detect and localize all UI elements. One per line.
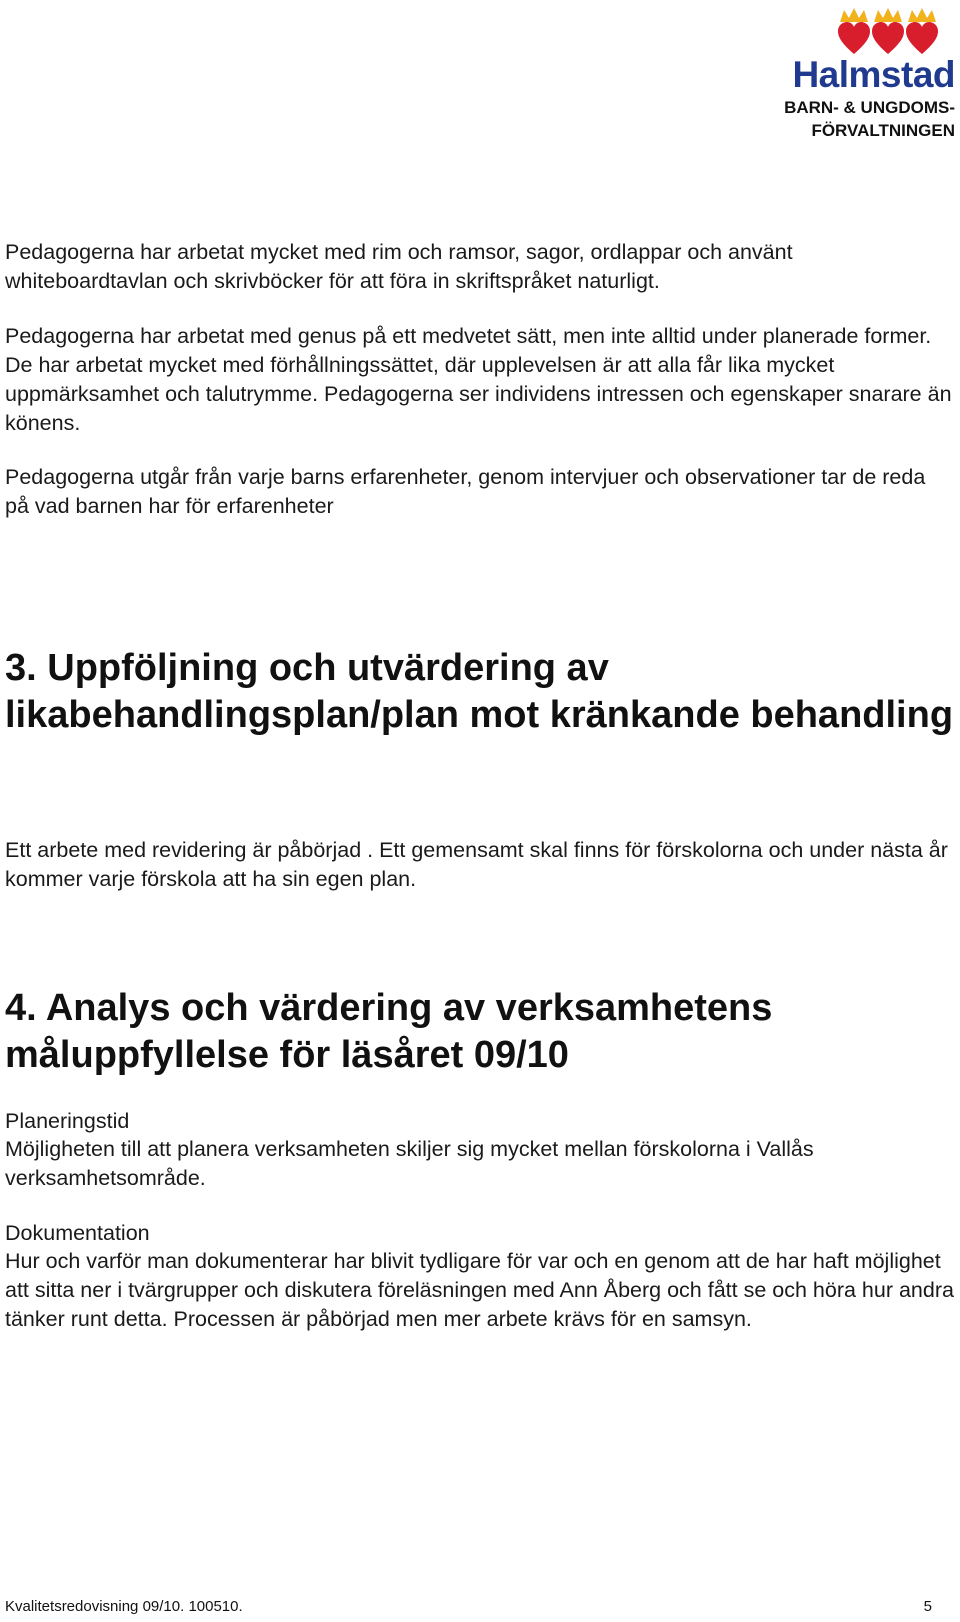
dokumentation-text: Hur och varför man dokumenterar har blivit tydligare för var och en genom att de har haft möjlighet att sitta ner i tvärgrupper och diskutera föreläsningen med Ann Åberg och fått se och höra hur andra tänker runt detta. Processen är påbörjad men mer arbete krävs för en samsyn. <box>5 1249 954 1331</box>
halmstad-logo <box>770 6 955 140</box>
crowns-hearts-icon <box>836 6 946 58</box>
page-number: 5 <box>923 1598 932 1615</box>
footer-text: Kvalitetsredovisning 09/10. 100510. <box>5 1598 243 1615</box>
paragraph-2: Pedagogerna har arbetat med genus på ett medvetet sätt, men inte alltid under planerade former. De har arbetat mycket med förhållningssättet, där upplevelsen är att alla får lika mycket uppmärksamhet och talutrymme. Pedagogerna ser individens intressen och egenskaper snarare än könens. <box>5 324 952 435</box>
paragraph-1: Pedagogerna har arbetat mycket med rim och ramsor, sagor, ordlappar och använt whiteboardtavlan och skrivböcker för att föra in skriftspråket naturligt. <box>5 240 793 293</box>
logo-name: Halmstad <box>792 54 955 95</box>
logo-subtitle-line1: BARN- & UNGDOMS- <box>784 98 955 117</box>
section-3-text: Ett arbete med revidering är påbörjad . Ett gemensamt skal finns för förskolorna och under nästa år kommer varje förskola att ha sin egen plan. <box>5 838 948 891</box>
paragraph-3: Pedagogerna utgår från varje barns erfarenheter, genom intervjuer och observationer tar de reda på vad barnen har för erfarenheter <box>5 465 926 518</box>
dokumentation-title: Dokumentation <box>5 1221 150 1245</box>
planeringstid-text: Möjligheten till att planera verksamheten skiljer sig mycket mellan förskolorna i Vallås verksamhetsområde. <box>5 1137 814 1190</box>
planeringstid-title: Planeringstid <box>5 1109 130 1133</box>
logo-subtitle-line2: FÖRVALTNINGEN <box>811 121 955 140</box>
section-3-heading: 3. Uppföljning och utvärdering av likabehandlingsplan/plan mot kränkande behandling <box>5 647 954 736</box>
section-4-heading: 4. Analys och värdering av verksamhetens måluppfyllelse för läsåret 09/10 <box>5 987 773 1076</box>
